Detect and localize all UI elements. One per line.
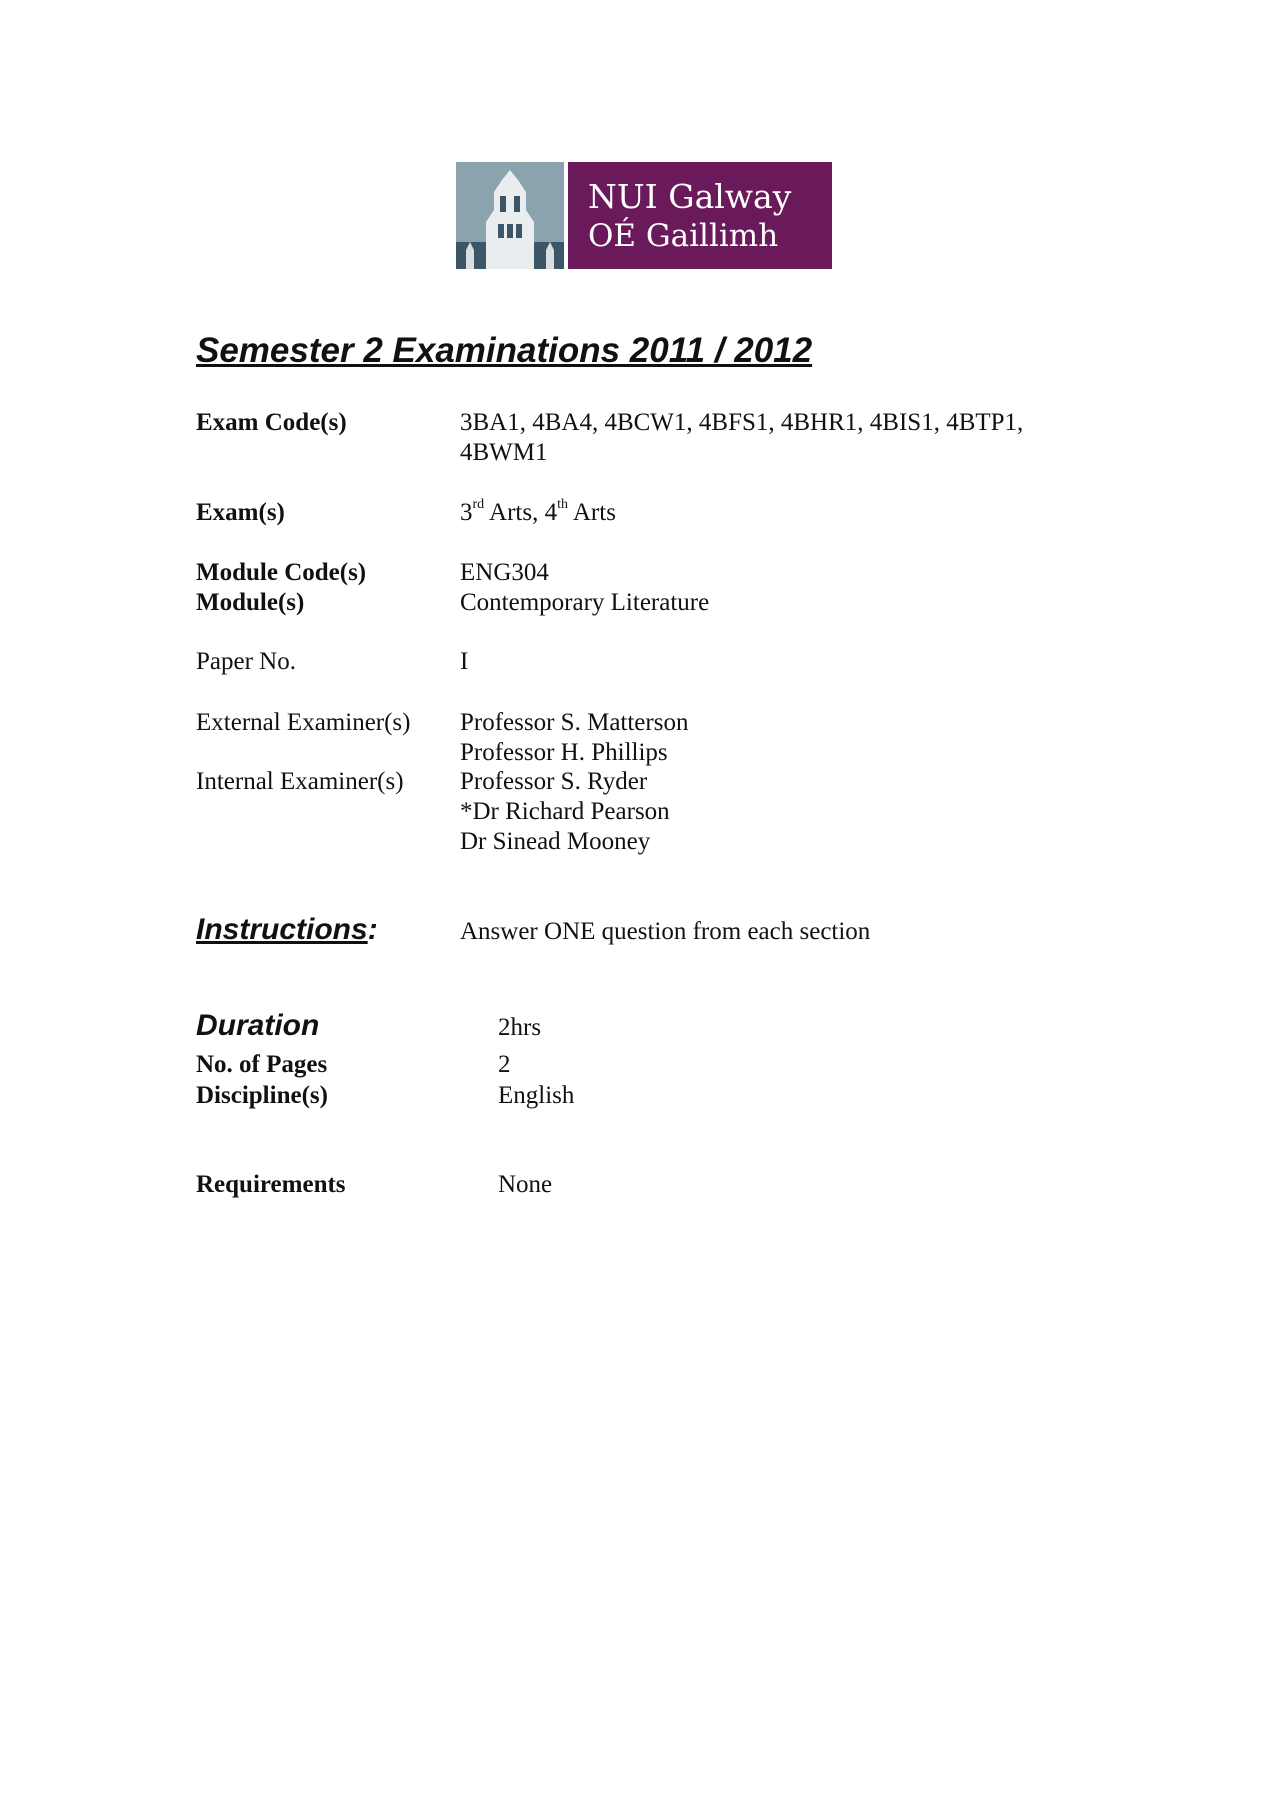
no-of-pages-label: No. of Pages <box>196 1051 328 1078</box>
external-examiners-label: External Examiner(s) <box>196 709 411 736</box>
exam-text-2: Arts <box>568 499 616 526</box>
no-of-pages-value: 2 <box>498 1051 511 1078</box>
exam-year-4-number: 4 <box>544 499 558 526</box>
exam-year-3-suffix: rd <box>472 497 485 512</box>
exam-codes-value-line1: 3BA1, 4BA4, 4BCW1, 4BFS1, 4BHR1, 4BIS1, 4BTP1, <box>460 409 1024 436</box>
tower-crest-icon <box>456 162 564 269</box>
exam-year-3-number: 3 <box>460 499 473 526</box>
module-codes-label: Module Code(s) <box>196 559 367 586</box>
logo-text <box>568 162 832 269</box>
duration-value: 2hrs <box>498 1014 542 1041</box>
internal-examiner-3: Dr Sinead Mooney <box>460 828 651 855</box>
university-logo <box>456 162 832 269</box>
requirements-value: None <box>498 1171 553 1198</box>
internal-examiner-2: *Dr Richard Pearson <box>460 798 670 825</box>
internal-examiners-label: Internal Examiner(s) <box>196 768 404 795</box>
exams-value <box>460 498 616 528</box>
paper-no-value: I <box>460 648 469 675</box>
exam-year-4-suffix: th <box>557 497 568 512</box>
modules-value: Contemporary Literature <box>460 589 710 616</box>
requirements-label: Requirements <box>196 1171 346 1198</box>
internal-examiner-1: Professor S. Ryder <box>460 768 648 795</box>
modules-label: Module(s) <box>196 589 305 616</box>
logo-line-english: NUI Galway <box>588 176 792 216</box>
exams-label: Exam(s) <box>196 499 285 526</box>
page-title: Semester 2 Examinations 2011 / 2012 <box>196 331 813 370</box>
instructions-value: Answer ONE question from each section <box>460 918 871 945</box>
instructions-label: Instructions <box>196 913 368 946</box>
exam-codes-value-line2: 4BWM1 <box>460 439 548 466</box>
disciplines-label: Discipline(s) <box>196 1082 328 1109</box>
instructions-heading <box>196 912 378 948</box>
duration-label: Duration <box>196 1009 320 1042</box>
logo-line-irish: OÉ Gaillimh <box>588 217 779 254</box>
paper-no-label: Paper No. <box>196 648 296 675</box>
module-codes-value: ENG304 <box>460 559 549 586</box>
exam-codes-label: Exam Code(s) <box>196 409 347 436</box>
external-examiner-2: Professor H. Phillips <box>460 739 668 766</box>
instructions-colon: : <box>367 913 378 946</box>
external-examiner-1: Professor S. Matterson <box>460 709 689 736</box>
exam-text-1: Arts, <box>484 499 545 526</box>
disciplines-value: English <box>498 1082 575 1109</box>
